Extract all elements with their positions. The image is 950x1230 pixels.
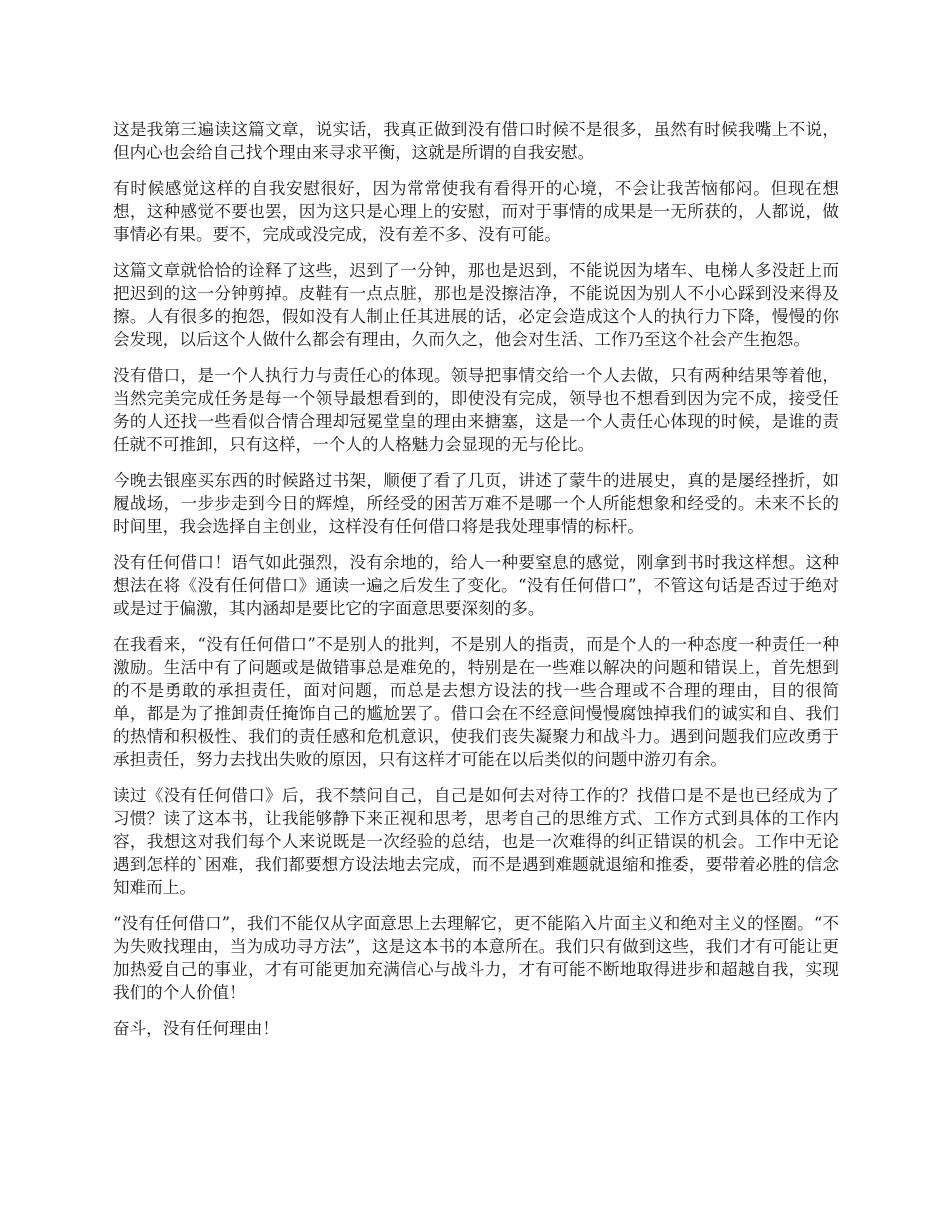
- paragraph: 没有借口，是一个人执行力与责任心的体现。领导把事情交给一个人去做，只有两种结果等着他，当然完美完成任务是每一个领导最想看到的，即使没有完成，领导也不想看到因为完不成，接受任务的人还找一些看似合情合理却冠冕堂皇的理由来搪塞，这是一个人责任心体现的时候，是谁的责任就不可推卸，只有这样，一个人的人格魅力会显现的无与伦比。: [113, 366, 839, 454]
- paragraph: 在我看来，“没有任何借口”不是别人的批判，不是别人的指责，而是个人的一种态度一种责任一种激励。生活中有了问题或是做错事总是难免的，特别是在一些难以解决的问题和错误上，首先想到的不是勇敢的承担责任，面对问题，而总是去想方设法的找一些合理或不合理的理由，目的很简单，都是为了推卸责任掩饰自己的尴尬罢了。借口会在不经意间慢慢腐蚀掉我们的诚实和自、我们的热情和积极性、我们的责任感和危机意识，使我们丧失凝聚力和战斗力。遇到问题我们应改勇于承担责任，努力去找出失败的原因，只有这样才可能在以后类似的问题中游刃有余。: [113, 635, 839, 769]
- paragraph: 没有任何借口！语气如此强烈，没有余地的，给人一种要窒息的感觉，刚拿到书时我这样想。这种想法在将《没有任何借口》通读一遍之后发生了变化。“没有任何借口”，不管这句话是否过于绝对或是过于偏激，其内涵却是要比它的字面意思要深刻的多。: [113, 553, 839, 618]
- paragraph: 读过《没有任何借口》后，我不禁问自己，自己是如何去对待工作的？找借口是不是也已经成为了习惯？读了这本书，让我能够静下来正视和思考，思考自己的思维方式、工作方式到具体的工作内容，我想这对我们每个人来说既是一次经验的总结，也是一次难得的纠正错误的机会。工作中无论遇到怎样的`困难，我们都要想方设法地去完成，而不是遇到难题就退缩和推委，要带着必胜的信念知难而上。: [113, 786, 839, 897]
- paragraph: 今晚去银座买东西的时候路过书架，顺便了看了几页，讲述了蒙牛的进展史，真的是屡经挫折，如履战场，一步步走到今日的辉煌，所经受的困苦万难不是哪一个人所能想象和经受的。未来不长的时间里，我会选择自主创业，这样没有任何借口将是我处理事情的标杆。: [113, 471, 839, 536]
- paragraph: 这是我第三遍读这篇文章，说实话，我真正做到没有借口时候不是很多，虽然有时候我嘴上不说，但内心也会给自己找个理由来寻求平衡，这就是所谓的自我安慰。: [113, 120, 839, 162]
- paragraph: 有时候感觉这样的自我安慰很好，因为常常使我有看得开的心境，不会让我苦恼郁闷。但现在想想，这种感觉不要也罢，因为这只是心理上的安慰，而对于事情的成果是一无所获的，人都说，做事情必有果。要不，完成或没完成，没有差不多、没有可能。: [113, 179, 839, 244]
- document-body: [113, 118, 839, 1053]
- paragraph: 这篇文章就恰恰的诠释了这些，迟到了一分钟，那也是迟到，不能说因为堵车、电梯人多没赶上而把迟到的这一分钟剪掉。皮鞋有一点点脏，那也是没擦洁净，不能说因为别人不小心踩到没来得及擦。人有很多的抱怨，假如没有人制止任其进展的话，必定会造成这个人的执行力下降，慢慢的你会发现，以后这个人做什么都会有理由，久而久之，他会对生活、工作乃至这个社会产生抱怨。: [113, 261, 839, 349]
- paragraph: “没有任何借口”，我们不能仅从字面意思上去理解它，更不能陷入片面主义和绝对主义的怪圈。“不为失败找理由，当为成功寻方法”，这是这本书的本意所在。我们只有做到这些，我们才有可能让更加热爱自己的事业，才有可能更加充满信心与战斗力，才有可能不断地取得进步和超越自我，实现我们的个人价值！: [113, 914, 839, 1002]
- closing-line: 奋斗，没有任何理由！: [113, 1019, 279, 1038]
